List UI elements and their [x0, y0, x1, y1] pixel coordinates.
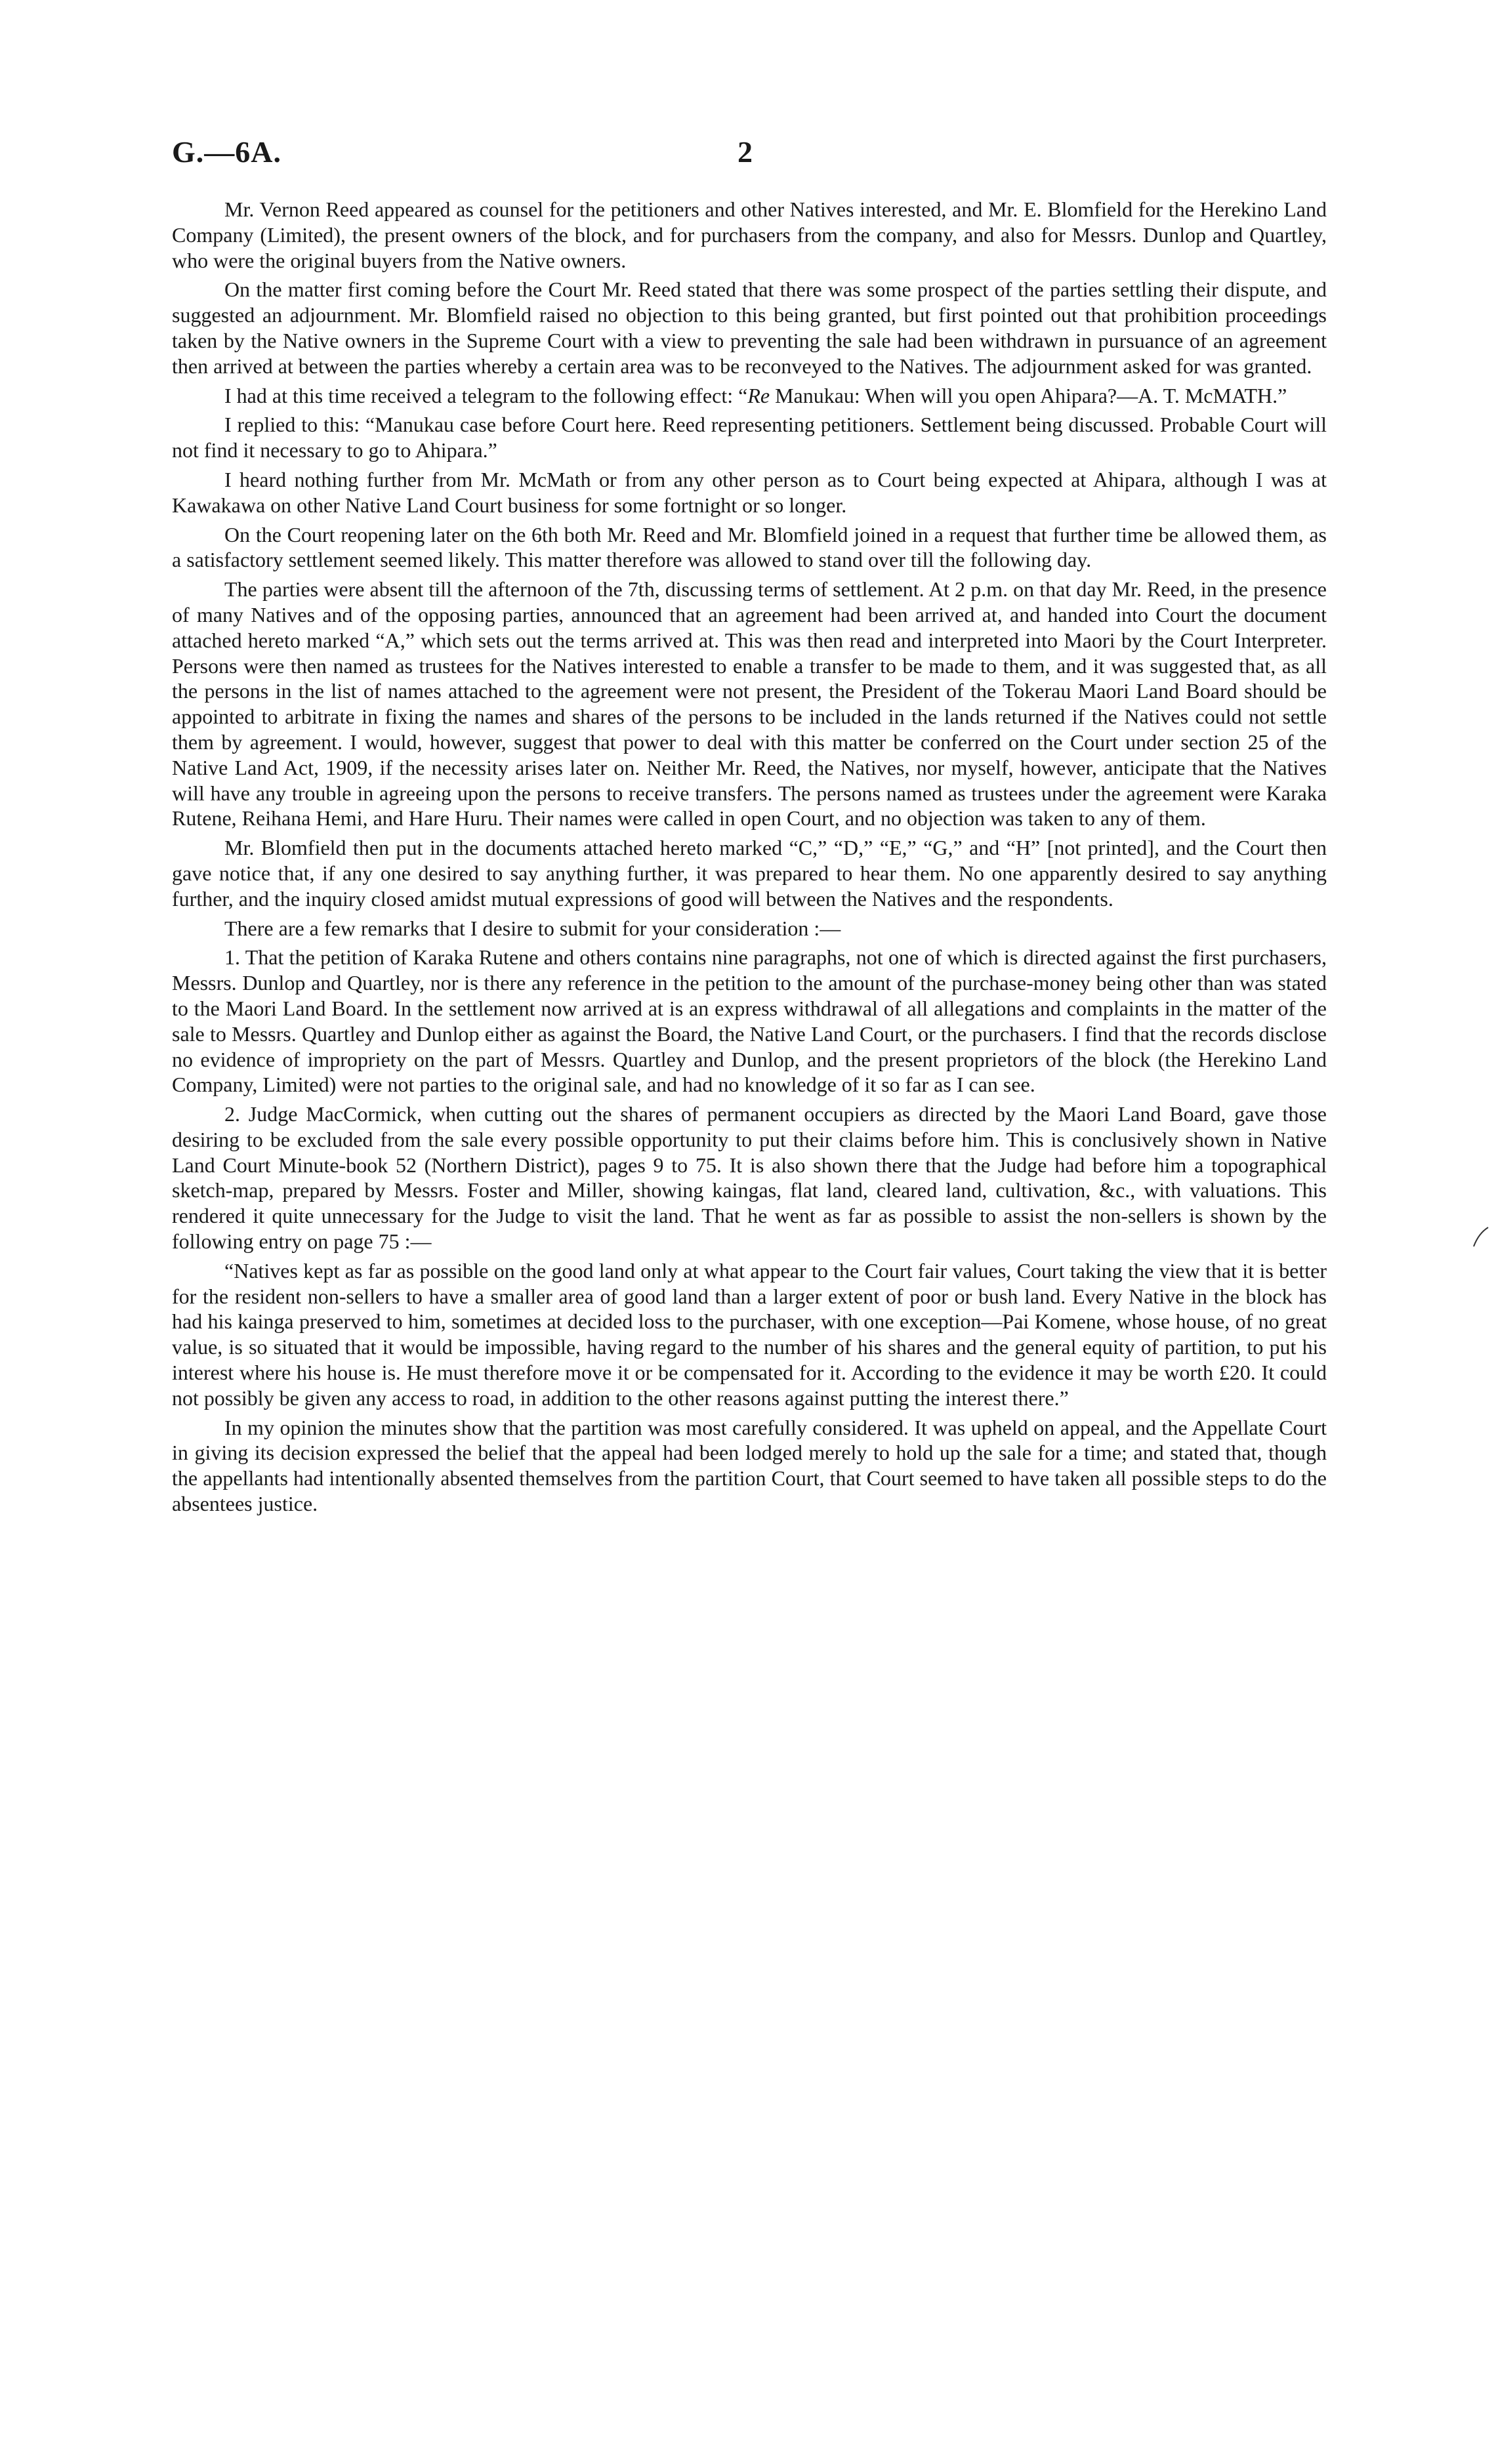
document-reference: G.—6A.	[172, 135, 281, 169]
paragraph-adjournment: On the matter first coming before the Court Mr. Reed stated that there was some prospect of the parties settling their dispute, and suggested an adjournment. Mr. Blomfield raised no objection to this being granted, but first pointed out that prohibition proceedings taken by the Native owners in the Supreme Court with a view to preventing the sale had been withdrawn in pursuance of an agreement then arrived at between the parties whereby a certain area was to be reconveyed to the Natives. The adjournment asked for was granted.	[172, 277, 1327, 378]
paragraph-remark-1: 1. That the petition of Karaka Rutene and others contains nine paragraphs, not one of which is directed against the first purchasers, Messrs. Dunlop and Quartley, nor is there any reference in the petition to the amount of the purchase-money being other than was stated to the Maori Land Board. In the settlement now arrived at is an express withdrawal of all allegations and complaints in the matter of the sale to Messrs. Quartley and Dunlop either as against the Board, the Native Land Court, or the purchasers. I find that the records disclose no evidence of impropriety on the part of Messrs. Quartley and Dunlop, and the present proprietors of the block (the Herekino Land Company, Limited) were not parties to the original sale, and had no knowledge of it so far as I can see.	[172, 945, 1327, 1097]
paragraph-opinion: In my opinion the minutes show that the partition was most carefully considered. It was upheld on appeal, and the Appellate Court in giving its decision expressed the belief that the appeal had been lodged merely to hold up the sale for a time; and stated that, though the appellants had intentionally absented themselves from the partition Court, that Court seemed to have taken all possible steps to do the absentees justice.	[172, 1415, 1327, 1516]
telegram-text: Manukau: When will you open Ahipara?—A. T. McMATH.”	[770, 383, 1287, 407]
paragraph-telegram	[172, 383, 1327, 409]
paragraph-remarks-intro: There are a few remarks that I desire to submit for your consideration :—	[224, 916, 841, 940]
telegram-re: Re	[747, 383, 770, 407]
paragraph-remark-2: 2. Judge MacCormick, when cutting out the shares of permanent occupiers as directed by the Maori Land Board, gave those desiring to be excluded from the sale every possible opportunity to put their claims before him. This is conclusively shown in Native Land Court Minute-book 52 (Northern District), pages 9 to 75. It is also shown there that the Judge had before him a topographical sketch-map, prepared by Messrs. Foster and Miller, showing kaingas, flat land, cleared land, cultivation, &c., with valuations. This rendered it quite unnecessary for the Judge to visit the land. That he went as far as possible to assist the non-sellers is shown by the following entry on page 75 :—	[172, 1102, 1327, 1254]
paragraph-reopening: On the Court reopening later on the 6th both Mr. Reed and Mr. Blomfield joined in a request that further time be allowed them, as a satisfactory settlement seemed likely. This matter therefore was allowed to stand over till the following day.	[172, 522, 1327, 572]
paragraph-quoted-entry: “Natives kept as far as possible on the good land only at what appear to the Court fair values, Court taking the view that it is better for the resident non-sellers to have a smaller area of good land than a larger extent of poor or bush land. Every Native in the block has had his kainga preserved to him, sometimes at decided loss to the purchaser, with one exception—Pai Komene, whose house, of no great value, is so situated that it would be impossible, having regard to the number of his shares and the general equity of partition, to put his interest where his house is. He must therefore move it or be compensated for it. According to the evidence it may be worth £20. It could not possibly be given any access to road, in addition to the other reasons against putting the interest there.”	[172, 1258, 1327, 1410]
margin-pen-mark-icon	[1471, 1225, 1491, 1249]
paragraph-reply: I replied to this: “Manukau case before Court here. Reed representing petitioners. Settlement being discussed. Probable Court will not find it necessary to go to Ahipara.”	[172, 413, 1327, 462]
paragraph-counsel: Mr. Vernon Reed appeared as counsel for the petitioners and other Natives interested, and Mr. E. Blomfield for the Herekino Land Company (Limited), the present owners of the block, and for purchasers from the company, and also for Messrs. Dunlop and Quartley, who were the original buyers from the Native owners.	[172, 197, 1327, 272]
page-number: 2	[738, 135, 753, 169]
paragraph-settlement: The parties were absent till the afternoon of the 7th, discussing terms of settlement. At 2 p.m. on that day Mr. Reed, in the presence of many Natives and of the opposing parties, announced that an agreement had been arrived at, and handed into Court the document attached hereto marked “A,” which sets out the terms arrived at. This was then read and interpreted into Maori by the Court Interpreter. Persons were then named as trustees for the Natives interested to enable a transfer to be made to them, and it was suggested that, as all the persons in the list of names attached to the agreement were not present, the President of the Tokerau Maori Land Board should be appointed to arbitrate in fixing the names and shares of the persons to be included in the lands returned if the Natives could not settle them by agreement. I would, however, suggest that power to deal with this matter be conferred on the Court under section 25 of the Native Land Act, 1909, if the necessity arises later on. Neither Mr. Reed, the Natives, nor myself, however, anticipate that the Natives will have any trouble in agreeing upon the persons to receive transfers. The persons named as trustees under the agreement were Karaka Rutene, Reihana Hemi, and Hare Huru. Their names were called in open Court, and no objection was taken to any of them.	[172, 577, 1327, 831]
telegram-intro: I had at this time received a telegram to the following effect: “	[224, 383, 748, 407]
paragraph-nothing-further: I heard nothing further from Mr. McMath or from any other person as to Court being expected at Ahipara, although I was at Kawakawa on other Native Land Court business for some fortnight or so longer.	[172, 467, 1327, 517]
paragraph-documents: Mr. Blomfield then put in the documents attached hereto marked “C,” “D,” “E,” “G,” and “H” [not printed], and the Court then gave notice that, if any one desired to say anything further, it was prepared to hear them. No one apparently desired to say anything further, and the inquiry closed amidst mutual expressions of good will between the Natives and the respondents.	[172, 836, 1327, 911]
page-header	[172, 134, 1327, 174]
document-body	[172, 197, 1327, 1521]
